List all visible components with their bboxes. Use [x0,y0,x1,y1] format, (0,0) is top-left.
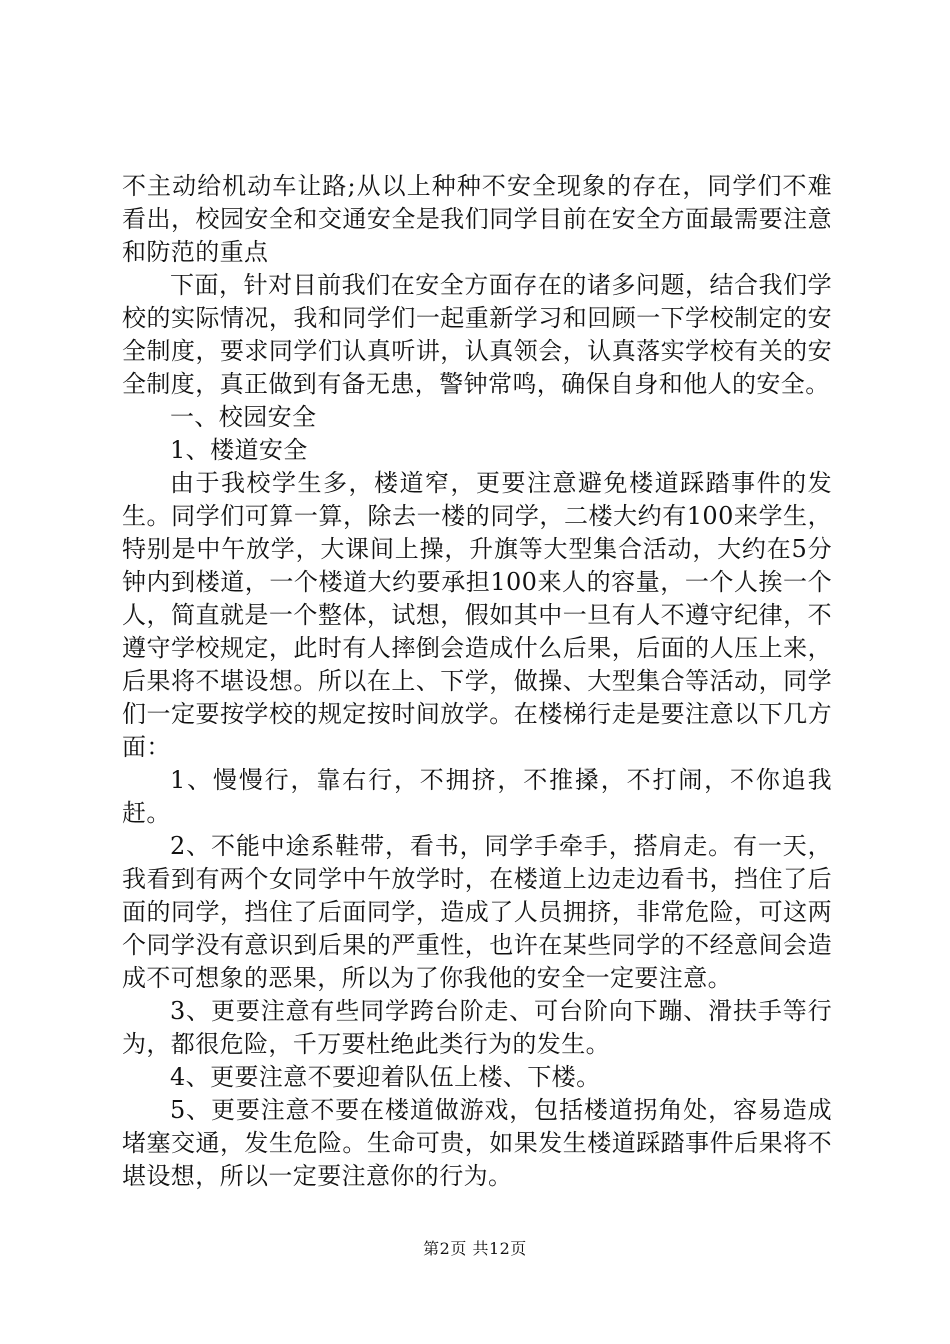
list-item-3: 3、更要注意有些同学跨台阶走、可台阶向下蹦、滑扶手等行为，都很危险，千万要杜绝此类行为的发生。 [122,997,832,1058]
list-item-5: 5、更要注意不要在楼道做游戏，包括楼道拐角处，容易造成堵塞交通，发生危险。生命可贵，如果发生楼道踩踏事件后果将不堪设想，所以一定要注意你的行为。 [122,1096,832,1190]
section-heading-campus-safety: 一、校园安全 [170,403,317,431]
page-number-footer: 第2页 共12页 [423,1239,527,1258]
paragraph-0: 不主动给机动车让路;从以上种种不安全现象的存在，同学们不难看出，校园安全和交通安全是我们同学目前在安全方面最需要注意和防范的重点 [122,172,832,266]
paragraph-1: 下面，针对目前我们在安全方面存在的诸多问题，结合我们学校的实际情况，我和同学们一起重新学习和回顾一下学校制定的安全制度，要求同学们认真听讲，认真领会，认真落实学校有关的安全制度，真正做到有备无患，警钟常鸣，确保自身和他人的安全。 [122,271,832,398]
subsection-heading-corridor-safety: 1、楼道安全 [170,436,308,464]
list-item-4: 4、更要注意不要迎着队伍上楼、下楼。 [170,1063,601,1091]
list-item-1: 1、慢慢行，靠右行，不拥挤，不推搡，不打闹，不你追我赶。 [122,766,832,827]
document-body [122,170,832,1193]
paragraph-4: 由于我校学生多，楼道窄，更要注意避免楼道踩踏事件的发生。同学们可算一算，除去一楼的同学，二楼大约有100来学生，特别是中午放学，大课间上操，升旗等大型集合活动，大约在5分钟内到楼道，一个楼道大约要承担100来人的容量，一个人挨一个人，简直就是一个整体，试想，假如其中一旦有人不遵守纪律，不遵守学校规定，此时有人摔倒会造成什么后果，后面的人压上来，后果将不堪设想。所以在上、下学，做操、大型集合等活动，同学们一定要按学校的规定按时间放学。在楼梯行走是要注意以下几方面： [122,469,832,761]
list-item-2: 2、不能中途系鞋带，看书，同学手牵手，搭肩走。有一天，我看到有两个女同学中午放学时，在楼道上边走边看书，挡住了后面的同学，挡住了后面同学，造成了人员拥挤，非常危险，可这两个同学没有意识到后果的严重性，也许在某些同学的不经意间会造成不可想象的恶果，所以为了你我他的安全一定要注意。 [122,832,832,992]
